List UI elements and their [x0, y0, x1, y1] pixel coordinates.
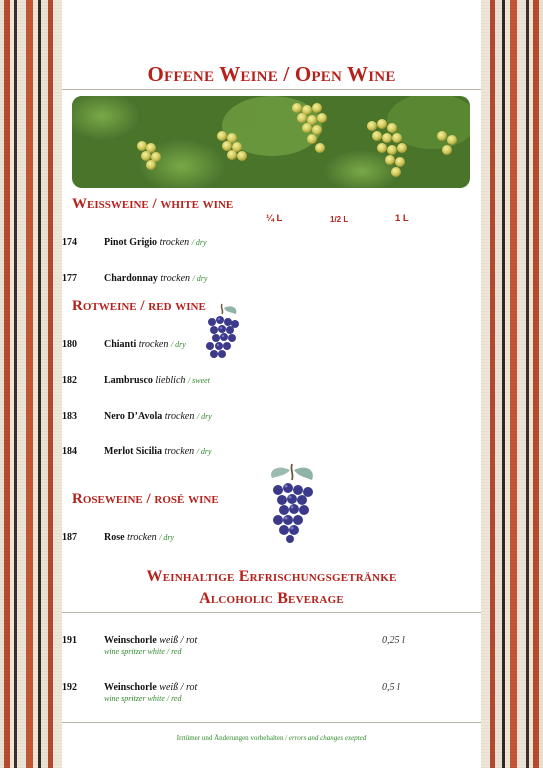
- wine-name: Lambrusco: [104, 375, 153, 386]
- beverage-number: 192: [62, 682, 77, 693]
- wine-taste: trocken: [127, 532, 157, 543]
- wine-number: 180: [62, 339, 77, 350]
- footer-english: errors and changes exepted: [288, 734, 367, 742]
- footer-german: Irrtümer und Änderungen vorbehalten /: [176, 734, 288, 742]
- rose-wine-heading: Roseweine / rosé wine: [72, 491, 219, 507]
- size-header-quarter: ¼ L: [266, 213, 283, 224]
- wine-number: 174: [62, 237, 77, 248]
- wine-taste-english: / dry: [192, 274, 208, 283]
- beverage-english: wine spritzer white / red: [104, 694, 182, 703]
- wine-taste-english: / dry: [159, 533, 175, 542]
- beverage-english: wine spritzer white / red: [104, 647, 182, 656]
- wine-taste: lieblich: [155, 375, 186, 386]
- menu-page: [62, 0, 481, 768]
- left-striped-border: [0, 0, 62, 768]
- footer-note: [62, 734, 481, 742]
- right-striped-border: [481, 0, 543, 768]
- beverage-name: Weinschorle: [104, 682, 157, 693]
- beverage-size: 0,5 l: [382, 682, 400, 693]
- wine-taste: trocken: [164, 411, 195, 422]
- wine-taste-english: / dry: [191, 238, 207, 247]
- wine-taste-english: / dry: [196, 447, 212, 456]
- wine-name: Merlot Sicilia: [104, 446, 163, 457]
- red-grape-cluster-icon: [202, 302, 242, 362]
- wine-name: Chianti: [104, 339, 137, 350]
- white-wine-heading: Weissweine / white wine: [72, 196, 234, 212]
- beverage-divider: [62, 612, 481, 613]
- wine-taste-english: / dry: [170, 340, 186, 349]
- size-header-half: 1/2 L: [330, 215, 349, 224]
- beverage-size: 0,25 l: [382, 635, 405, 646]
- red-wine-heading: Rotweine / red wine: [72, 298, 206, 314]
- wine-name: Nero D’Avola: [104, 411, 163, 422]
- wine-taste: trocken: [160, 273, 191, 284]
- wine-taste: trocken: [164, 446, 195, 457]
- size-header-liter: 1 L: [395, 213, 409, 224]
- beverage-heading-line2: Alcoholic Beverage: [199, 590, 344, 607]
- wine-name: Pinot Grigio: [104, 237, 158, 248]
- wine-number: 177: [62, 273, 77, 284]
- footer-divider: [62, 722, 481, 723]
- beverage-variant: weiß / rot: [159, 635, 198, 646]
- wine-taste: trocken: [138, 339, 169, 350]
- wine-taste: trocken: [159, 237, 190, 248]
- wine-name: Chardonnay: [104, 273, 158, 284]
- beverage-number: 191: [62, 635, 77, 646]
- grapes-banner-image: [72, 96, 470, 188]
- beverage-heading-line1: Weinhaltige Erfrischungsgetränke: [146, 568, 397, 585]
- wine-taste-english: / dry: [196, 412, 212, 421]
- title-divider: [62, 89, 481, 90]
- wine-name: Rose: [104, 532, 125, 543]
- wine-number: 184: [62, 446, 77, 457]
- wine-number: 187: [62, 532, 77, 543]
- wine-taste-english: / sweet: [187, 376, 210, 385]
- red-grape-cluster-icon: [264, 462, 320, 544]
- wine-number: 182: [62, 375, 77, 386]
- page-title: Offene Weine / Open Wine: [147, 62, 396, 86]
- beverage-variant: weiß / rot: [159, 682, 198, 693]
- wine-number: 183: [62, 411, 77, 422]
- beverage-name: Weinschorle: [104, 635, 157, 646]
